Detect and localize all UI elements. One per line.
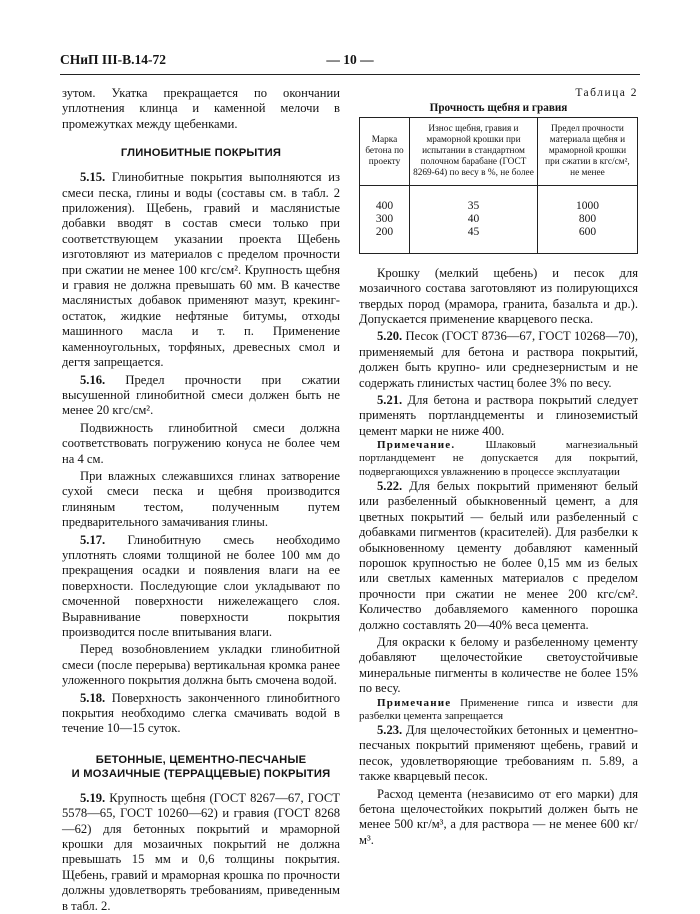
clause-number: 5.21. xyxy=(377,393,403,408)
section-heading-clay: ГЛИНОБИТНЫЕ ПОКРЫТИЯ xyxy=(120,147,282,160)
table-cell: 300 xyxy=(360,213,410,226)
table-row xyxy=(360,213,638,226)
clause-text: Для щелочестойких бетонных и цементно-песчаных покрытий применяют щебень, гравий и песок, удовлетворяющие требованиям п. 5.89, а также кварцевый песок. xyxy=(359,722,638,784)
clause-number: 5.17. xyxy=(80,532,106,547)
table-title: Прочность щебня и гравия xyxy=(429,102,568,115)
clause-5-22 xyxy=(359,479,638,633)
clause-number: 5.20. xyxy=(377,329,403,344)
clause-text: Поверхность законченного глинобитного покрытия необходимо слегка смачивать водой в течение 10—15 суток. xyxy=(62,690,340,736)
clause-5-15 xyxy=(62,170,340,370)
paragraph-color: Для окраски к белому и разбеленному цементу добавляют щелочестойкие светоустойчивые минеральные пигменты в количестве не более 15% по весу. xyxy=(359,634,638,696)
table-row xyxy=(360,226,638,254)
note-gypsum xyxy=(359,697,638,723)
paragraph-resume: Перед возобновлением укладки глинобитной смеси (после перерыва) вертикальная кромка ранее уложенного покрытия должна быть смочена водой. xyxy=(62,642,340,688)
note-text: Применение гипса и извести для разбелки цемента запрещается xyxy=(359,696,638,722)
table-cell: 40 xyxy=(410,213,538,226)
paragraph-mobility: Подвижность глинобитной смеси должна соответствовать погружению конуса не более чем на 4 см. xyxy=(62,420,340,466)
table-label: Таблица 2 xyxy=(575,87,638,99)
clause-5-19 xyxy=(62,791,340,914)
clause-5-18 xyxy=(62,691,340,737)
clause-text: Для бетона и раствора покрытий следует применять портландцементы и глиноземистый цемент марки не ниже 400. xyxy=(359,393,638,438)
page-header xyxy=(60,52,640,70)
table-cell: 400 xyxy=(360,185,410,213)
note-text: Шлаковый магнезиальный портландцемент не допускается для покрытий, подвергающихся увлажнению в процессе эксплуатации xyxy=(359,439,638,478)
right-column xyxy=(359,86,638,848)
document-code: СНиП III-В.14-72 xyxy=(60,52,167,67)
clause-number: 5.15. xyxy=(80,170,106,185)
clause-5-23 xyxy=(359,723,638,785)
clause-text: Для белых покрытий применяют белый или разбеленный обыкновенный цемент, а для цветных покрытий — белый или разбеленный с добавками пигментов (красителей). Для разбелки к обыкновенному цементу добавляют каменный порошок крупностью не более 0,15 мм из белых или светлых каменных материалов с пределом прочности при сжатии не менее 200 кгс/см². Количество добавляемого каменного порошка должно составлять 20—40% веса цемента. xyxy=(359,478,638,632)
clause-text: Предел прочности при сжатии высушенной глинобитной смеси должен быть не менее 20 кгс/см². xyxy=(62,372,340,418)
clause-number: 5.16. xyxy=(80,372,106,387)
clause-text: Глинобитную смесь необходимо уплотнять слоями толщиной не более 100 мм до прекращения осадки и появления влаги на ее поверхности. Последующие слои укладывают по смоченной поверхности нижележащего слоя. Выравнивание поверхности покрытия производится после впитывания влаги. xyxy=(62,532,340,639)
clause-text: Песок (ГОСТ 8736—67, ГОСТ 10268—70), применяемый для бетона и раствора покрытий, должен быть крупно- или среднезернистым и не содержать глинистых частиц более 3% по весу. xyxy=(359,329,638,390)
table-row xyxy=(360,185,638,213)
paragraph-wet-clay: При влажных слежавшихся глинах затворение сухой смеси песка и щебня производится глиняным тестом, полученным путем предварительного замачивания глины. xyxy=(62,468,340,530)
left-column xyxy=(62,86,340,914)
clause-number: 5.18. xyxy=(80,690,106,705)
intro-paragraph: зутом. Укатка прекращается по окончании уплотнения клинца и каменной мелочи в промежутках между щебенками. xyxy=(62,86,340,131)
clause-5-16 xyxy=(62,373,340,419)
clause-text: Глинобитные покрытия выполняются из смеси песка, глины и воды (составы см. в табл. 2 приложения). Щебень, гравий и маслянистые добавки вводят в состав смеси только при соответствующем указании проекта Щебень изготовляют из материалов с пределом прочности при сжатии не менее 100 кгс/см². Крупность щебня и гравия не должна превышать 60 мм. В качестве маслянистых добавок применяют мазут, крекинг-остаток, жидкие нефтяные битумы, отходы машинного масла и т. п. Применение каменноугольных, торфяных, древесных смол и дегтя запрещается. xyxy=(62,170,340,370)
clause-5-21 xyxy=(359,393,638,439)
note-slag-cement xyxy=(359,439,638,479)
paragraph-cement-consumption: Расход цемента (независимо от его марки) для бетона щелочестойких покрытий должен быть не менее 500 кг/м³, а для раствора — не менее 600 кг/м³. xyxy=(359,786,638,847)
table-cell: 35 xyxy=(410,185,538,213)
table-cell: 45 xyxy=(410,226,538,254)
table-cell: 800 xyxy=(537,213,637,226)
header-rule xyxy=(60,74,640,75)
table-header-strength: Предел прочности материала щебня и мраморной крошки при сжатии в кгс/см², не менее xyxy=(537,117,637,185)
table-cell: 600 xyxy=(537,226,637,254)
clause-text: Крупность щебня (ГОСТ 8267—67, ГОСТ 5578—65, ГОСТ 10260—62) и гравия (ГОСТ 8268—62) для бетонных покрытий и мраморной крошки для мозаичных покрытий не должна превышать 15 мм и 0,6 толщины покрытия. Щебень, гравий и мраморная крошка по прочности должны удовлетворять требованиям, приведенным в табл. 2. xyxy=(62,790,340,913)
section-heading-concrete: БЕТОННЫЕ, ЦЕМЕНТНО-ПЕСЧАНЫЕ И МОЗАИЧНЫЕ (ТЕРРАЦЦЕВЫЕ) ПОКРЫТИЯ xyxy=(71,753,331,780)
clause-number: 5.23. xyxy=(377,722,403,737)
table-cell: 200 xyxy=(360,226,410,254)
note-label: Примечание xyxy=(377,696,452,709)
table-header-grade: Марка бетона по проекту xyxy=(360,117,410,185)
clause-5-17 xyxy=(62,533,340,641)
clause-number: 5.19. xyxy=(80,790,106,805)
clause-number: 5.22. xyxy=(377,478,403,493)
note-label: Примечание. xyxy=(377,439,456,452)
table-header-wear: Износ щебня, гравия и мраморной крошки при испытании в стандартном полочном барабане (ГОСТ 8269-64) по весу в %, не более xyxy=(410,117,538,185)
page-number: — 10 — xyxy=(326,52,374,67)
clause-5-20 xyxy=(359,329,638,391)
strength-table xyxy=(359,117,638,254)
paragraph-chips: Крошку (мелкий щебень) и песок для мозаичного состава заготовляют из полирующихся твердых пород (мрамора, гранита, базальта и др.). Допускается применение кварцевого песка. xyxy=(359,265,638,327)
table-cell: 1000 xyxy=(537,185,637,213)
